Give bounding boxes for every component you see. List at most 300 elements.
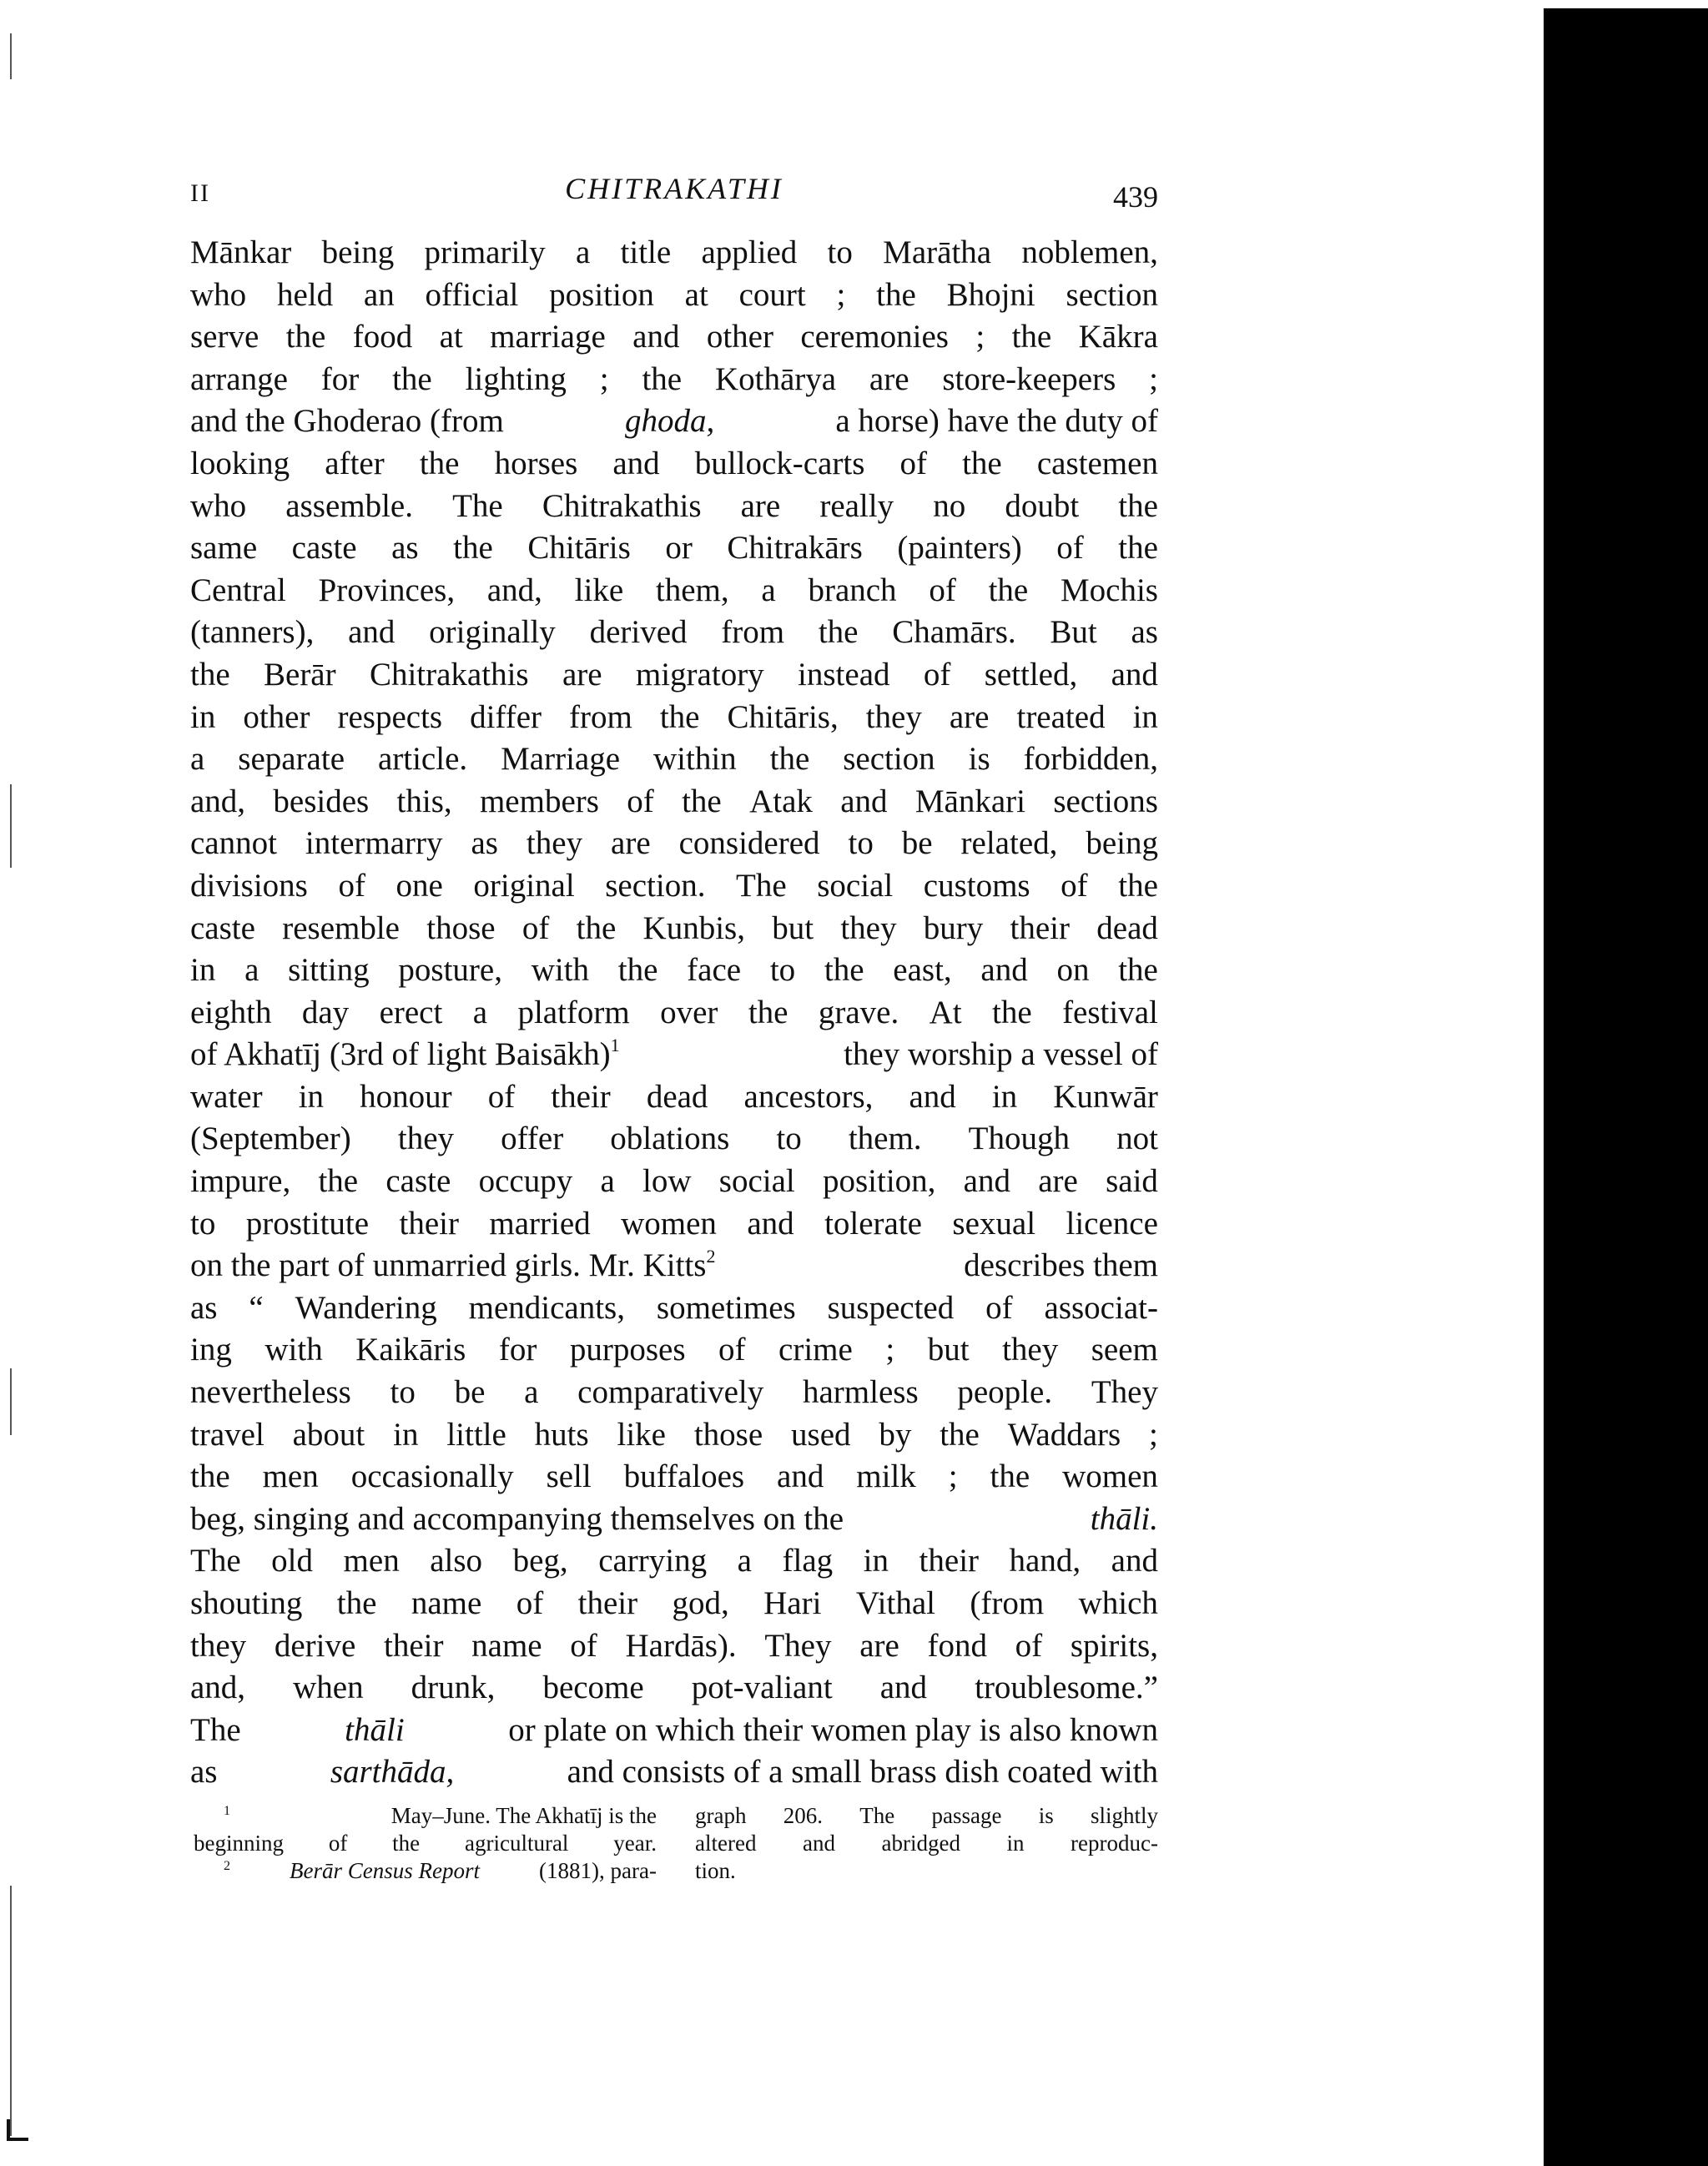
word: water (190, 1078, 263, 1115)
word: with (531, 952, 590, 989)
word: about (292, 1416, 365, 1453)
word: drunk, (411, 1670, 496, 1706)
word: within (652, 741, 737, 778)
word: fond (927, 1627, 987, 1664)
word: instead (798, 656, 890, 693)
word: they (865, 698, 922, 735)
word: food (352, 319, 413, 355)
word: marriage (490, 319, 606, 355)
word: the (682, 783, 722, 819)
word: and (612, 445, 660, 481)
word: are (859, 1627, 899, 1664)
word: of (923, 656, 951, 693)
text-line (190, 443, 1158, 486)
word: mendicants, (468, 1289, 625, 1326)
word: from (569, 698, 632, 735)
word: the (617, 952, 658, 989)
italic-term: thāli (345, 1711, 405, 1748)
word: the (190, 656, 230, 693)
word: passage (931, 1803, 1002, 1828)
word: old (271, 1543, 314, 1579)
word: arrange (190, 360, 288, 397)
word: one (396, 867, 443, 904)
footnote-column-right (695, 1802, 1158, 1885)
word: their (577, 1585, 638, 1621)
word: settled, (984, 656, 1078, 693)
word: Kunbis, (642, 909, 745, 946)
text-line (190, 1456, 1158, 1499)
word: they (526, 825, 583, 862)
word: crime (778, 1332, 853, 1368)
text-segment: or plate on which their women play is also known (508, 1711, 1158, 1748)
word: (painters) (897, 530, 1022, 567)
word: position, (822, 1163, 936, 1200)
word: The (452, 487, 503, 524)
word: serve (190, 319, 259, 355)
word: official (425, 276, 519, 313)
word: a (244, 952, 259, 989)
word: treated (1016, 698, 1106, 735)
word: other (706, 319, 773, 355)
word: and, (190, 783, 246, 819)
word: which (1078, 1585, 1158, 1621)
word: carrying (598, 1543, 708, 1579)
word: ing (190, 1332, 232, 1368)
text-segment (190, 1034, 620, 1076)
footnote-line (194, 1802, 657, 1830)
word: They (764, 1627, 832, 1664)
word: is (968, 741, 990, 778)
word: lighting (465, 360, 567, 397)
word: ; (599, 360, 609, 397)
word: posture, (398, 952, 502, 989)
word: Vithal (855, 1585, 935, 1621)
word: Wandering (295, 1289, 437, 1326)
text-line (190, 781, 1158, 824)
word: of (718, 1332, 746, 1368)
word: occasionally (350, 1458, 514, 1495)
word: tolerate (824, 1205, 922, 1242)
text-line (190, 1076, 1158, 1119)
word: them. (848, 1121, 922, 1157)
word: ; (885, 1332, 895, 1368)
word: offer (501, 1121, 564, 1157)
text-line (190, 1034, 1158, 1076)
word: The (736, 867, 787, 904)
word: the (336, 1585, 377, 1621)
word: Provinces, (318, 572, 456, 608)
word: dead (646, 1078, 708, 1115)
word: as (391, 530, 419, 567)
word: the (1118, 487, 1158, 524)
word: and (348, 614, 396, 651)
word: (September) (190, 1121, 351, 1157)
word: of (1015, 1627, 1043, 1664)
word: god, (672, 1585, 729, 1621)
word: is (1038, 1803, 1054, 1828)
italic-term: thāli. (1090, 1500, 1158, 1537)
word: and (963, 1163, 1010, 1200)
text-line (190, 527, 1158, 570)
footnote-marker: 2 (224, 1859, 230, 1873)
word: divisions (190, 867, 308, 904)
footnote-marker: 1 (610, 1035, 620, 1056)
word: a (575, 234, 591, 270)
word: like (617, 1416, 666, 1453)
word: graph (695, 1803, 747, 1828)
word: at (684, 276, 708, 313)
text-line (190, 950, 1158, 992)
word: reproduc- (1071, 1831, 1158, 1856)
word: are (740, 487, 781, 524)
word: and (777, 1458, 824, 1495)
word: flag (782, 1543, 834, 1579)
word: at (439, 319, 463, 355)
text-line (190, 992, 1158, 1035)
footnote-line (695, 1802, 1158, 1830)
word: original (473, 867, 575, 904)
word: At (929, 994, 962, 1030)
word: purposes (569, 1332, 686, 1368)
word: a (761, 572, 776, 608)
text-line (190, 697, 1158, 739)
word: Chamārs. (892, 614, 1016, 651)
scanner-dark-edge (1544, 8, 1708, 2166)
text-segment: describes them (964, 1247, 1158, 1284)
word: Hardās). (625, 1627, 737, 1664)
word: impure, (190, 1163, 291, 1200)
word: of (1061, 867, 1088, 904)
word: Kākra (1078, 319, 1158, 355)
word: are (562, 656, 602, 693)
word: but (772, 909, 814, 946)
word: of (899, 445, 927, 481)
word: by (879, 1416, 912, 1453)
word: to (190, 1205, 216, 1242)
word: low (642, 1163, 692, 1200)
word: shouting (190, 1585, 303, 1621)
word: women (1062, 1458, 1158, 1495)
scan-mark (10, 33, 12, 79)
text-line (190, 1329, 1158, 1372)
word: grave. (818, 994, 899, 1030)
word: name (411, 1585, 482, 1621)
word: they (840, 909, 897, 946)
word: section. (605, 867, 706, 904)
word: become (542, 1670, 644, 1706)
word: of (929, 572, 956, 608)
word: for (320, 360, 360, 397)
word: in (190, 698, 216, 735)
word: on (1056, 952, 1090, 989)
word: altered (695, 1831, 757, 1856)
word: associat- (1044, 1289, 1158, 1326)
word: respects (337, 698, 443, 735)
word: little (446, 1416, 506, 1453)
word: social (817, 867, 894, 904)
word: the (1118, 952, 1158, 989)
word: sections (1053, 783, 1158, 819)
word: separate (238, 741, 345, 778)
word: also (430, 1543, 483, 1579)
word: hand, (1009, 1543, 1081, 1579)
word: when (293, 1670, 364, 1706)
word: sexual (952, 1205, 1036, 1242)
running-head (190, 171, 1158, 221)
scan-mark (10, 1886, 12, 2136)
text-line (190, 1245, 1158, 1287)
word: milk (856, 1458, 916, 1495)
word: their (1010, 909, 1070, 946)
word: of (627, 783, 654, 819)
text-line (190, 486, 1158, 528)
word: in (991, 1078, 1018, 1115)
word: huts (534, 1416, 589, 1453)
word: or (665, 530, 693, 567)
word: Berār (264, 656, 336, 693)
text-line (190, 359, 1158, 401)
word: to (827, 234, 853, 270)
word: branch (808, 572, 897, 608)
word: sometimes (656, 1289, 796, 1326)
word: after (325, 445, 385, 481)
footnotes (194, 1802, 1158, 1885)
footnote-line (194, 1830, 657, 1857)
word: ; (948, 1458, 958, 1495)
text-line (190, 738, 1158, 781)
text-line (190, 1667, 1158, 1710)
word: those (426, 909, 496, 946)
word: day (301, 994, 350, 1030)
word: beg, (512, 1543, 568, 1579)
word: their (919, 1543, 980, 1579)
word: originally (429, 614, 556, 651)
word: the (576, 909, 617, 946)
word: Hari (763, 1585, 822, 1621)
text-line (190, 1751, 1158, 1794)
footnote-line (695, 1830, 1158, 1857)
text-segment: as (190, 1754, 218, 1791)
text-line (190, 1287, 1158, 1330)
word: Bhojni (946, 276, 1035, 313)
word: are (611, 825, 651, 862)
word: eighth (190, 994, 272, 1030)
word: noblemen, (1021, 234, 1158, 270)
word: sitting (288, 952, 370, 989)
word: be (901, 825, 933, 862)
word: forbidden, (1023, 741, 1158, 778)
footnote-text: May–June. The Akhatīj is the (390, 1803, 657, 1828)
word: their (399, 1205, 459, 1242)
text-segment: and the Ghoderao (from (190, 403, 504, 440)
word: a (190, 741, 205, 778)
word: not (1116, 1121, 1158, 1157)
word: the (992, 994, 1032, 1030)
word: east, (893, 952, 952, 989)
word: doubt (1005, 487, 1080, 524)
word: caste (385, 1163, 451, 1200)
word: caste (190, 909, 255, 946)
word: Chitrakathis (542, 487, 702, 524)
word: besides (273, 783, 370, 819)
word: store-keepers (942, 360, 1116, 397)
word: and (802, 1831, 835, 1856)
word: (from (970, 1585, 1045, 1621)
word: ; (975, 319, 985, 355)
word: and (632, 319, 680, 355)
text-line (190, 1710, 1158, 1752)
word: of (338, 867, 365, 904)
word: Chitrakārs (727, 530, 863, 567)
word: article. (377, 741, 468, 778)
word: spirits, (1070, 1627, 1158, 1664)
word: of (487, 1078, 516, 1115)
word: the (392, 1831, 421, 1856)
word: year. (613, 1831, 657, 1856)
word: Waddars (1007, 1416, 1121, 1453)
footnote-line (194, 1857, 657, 1885)
word: in (1132, 698, 1158, 735)
word: in (863, 1543, 889, 1579)
text-line (190, 1540, 1158, 1583)
word: in (393, 1416, 419, 1453)
word: the (453, 530, 493, 567)
word: migratory (635, 656, 764, 693)
word: social (718, 1163, 795, 1200)
scan-mark (10, 1368, 12, 1435)
word: the (285, 319, 326, 355)
body-text (190, 232, 1158, 1794)
word: ceremonies (800, 319, 949, 355)
word: married (489, 1205, 591, 1242)
footnote-number (194, 1802, 230, 1830)
text-line (190, 1118, 1158, 1161)
word: erect (379, 994, 443, 1030)
text-segment: on the part of unmarried girls. Mr. Kitts (190, 1247, 707, 1284)
word: a (737, 1543, 752, 1579)
text-line (190, 232, 1158, 275)
word: travel (190, 1416, 265, 1453)
word: of (328, 1831, 348, 1856)
word: ancestors, (743, 1078, 874, 1115)
text-segment: beg, singing and accompanying themselves on the (190, 1500, 844, 1537)
word: the (318, 1163, 359, 1200)
text-segment: and consists of a small brass dish coated with (567, 1754, 1158, 1791)
word: of (570, 1627, 597, 1664)
word: Central (190, 572, 286, 608)
word: the (988, 572, 1029, 608)
word: Mochis (1060, 572, 1158, 608)
word: be (454, 1374, 486, 1411)
word: of (516, 1585, 544, 1621)
text-line (190, 1499, 1158, 1541)
word: and (1111, 1543, 1158, 1579)
word: of (1056, 530, 1084, 567)
page-title: CHITRAKATHI (565, 172, 783, 205)
word: Though (968, 1121, 1070, 1157)
word: men (262, 1458, 319, 1495)
word: the (962, 445, 1002, 481)
word: being (321, 234, 395, 270)
word: they (190, 1627, 247, 1664)
word: and (1111, 656, 1158, 693)
word: nevertheless (190, 1374, 351, 1411)
text-line (190, 908, 1158, 950)
word: customs (923, 867, 1030, 904)
word: no (933, 487, 966, 524)
word: caste (291, 530, 357, 567)
word: Mānkari (914, 783, 1025, 819)
word: and (909, 1078, 956, 1115)
word: a (524, 1374, 539, 1411)
word: women (621, 1205, 717, 1242)
word: the (876, 276, 916, 313)
word: intermarry (305, 825, 443, 862)
word: related, (960, 825, 1058, 862)
text-line (190, 1583, 1158, 1625)
word: from (721, 614, 785, 651)
word: applied (701, 234, 798, 270)
word: buffaloes (623, 1458, 745, 1495)
text-line (190, 823, 1158, 865)
word: harmless (802, 1374, 919, 1411)
word: prostitute (245, 1205, 370, 1242)
word: a (600, 1163, 615, 1200)
word: court (738, 276, 806, 313)
word: to (769, 952, 796, 989)
word: the (1118, 867, 1158, 904)
word: other (243, 698, 310, 735)
word: bury (923, 909, 984, 946)
text-segment: a horse) have the duty of (835, 403, 1158, 440)
word: of (521, 909, 550, 946)
footnote-line: tion. (695, 1858, 736, 1883)
word: the (940, 1416, 980, 1453)
word: who (190, 487, 247, 524)
scan-mark (10, 784, 12, 868)
footnote-column-left (194, 1802, 657, 1885)
word: abridged (881, 1831, 960, 1856)
footnote-number (194, 1857, 230, 1885)
word: Kaikāris (355, 1332, 466, 1368)
text-line (190, 275, 1158, 317)
word: in (298, 1078, 325, 1115)
word: Kothārya (714, 360, 837, 397)
word: the (659, 698, 700, 735)
word: for (498, 1332, 537, 1368)
word: the (190, 1458, 230, 1495)
word: Chitāris (527, 530, 631, 567)
italic-term: sarthāda, (330, 1754, 455, 1791)
word: of (985, 1289, 1013, 1326)
word: the (1118, 530, 1158, 567)
word: and (747, 1205, 794, 1242)
word: cannot (190, 825, 277, 862)
text-segment: The (190, 1711, 241, 1748)
word: those (693, 1416, 763, 1453)
word: differ (470, 698, 542, 735)
text-line (190, 612, 1158, 654)
italic-term: ghoda, (624, 403, 715, 440)
word: assemble. (285, 487, 413, 524)
word: dead (1096, 909, 1158, 946)
word: the (642, 360, 683, 397)
word: The (190, 1543, 241, 1579)
word: suspected (827, 1289, 955, 1326)
word: but (927, 1332, 970, 1368)
word: the (818, 614, 859, 651)
word: as (471, 825, 498, 862)
